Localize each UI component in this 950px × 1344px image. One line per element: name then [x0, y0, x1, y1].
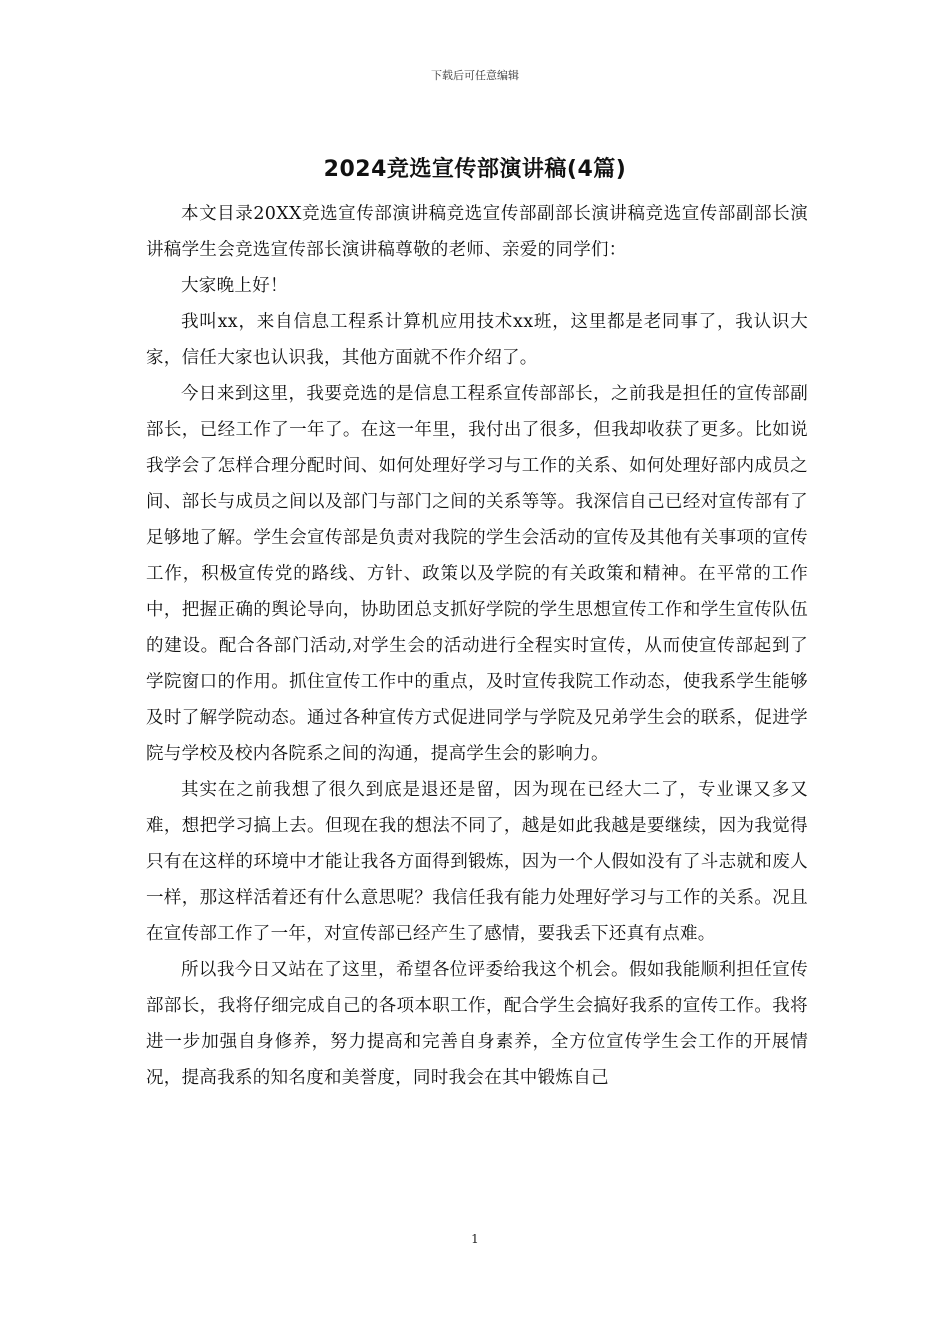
paragraph-commitment: 所以我今日又站在了这里，希望各位评委给我这个机会。假如我能顺利担任宣传部部长，我将仔细完成自己的各项本职工作，配合学生会搞好我系的宣传工作。我将进一步加强自身修养，努力提高和完善自身素养，全方位宣传学生会工作的开展情况，提高我系的知名度和美誉度，同时我会在其中锻炼自己 [146, 960, 808, 1088]
paragraph-greeting: 大家晚上好！ [181, 276, 288, 296]
paragraph-decision: 其实在之前我想了很久到底是退还是留，因为现在已经大二了，专业课又多又难，想把学习搞上去。但现在我的想法不同了，越是如此我越是要继续，因为我觉得只有在这样的环境中才能让我各方面得到锻炼，因为一个人假如没有了斗志就和废人一样，那这样活着还有什么意思呢？我信任我有能力处理好学习与工作的关系。况且在宣传部工作了一年，对宣传部已经产生了感情，要我丢下还真有点难。 [146, 780, 808, 944]
paragraph-table-of-contents: 本文目录20XX竞选宣传部演讲稿竞选宣传部副部长演讲稿竞选宣传部副部长演讲稿学生会竞选宣传部长演讲稿尊敬的老师、亲爱的同学们： [146, 204, 808, 260]
paragraph-experience: 今日来到这里，我要竞选的是信息工程系宣传部部长，之前我是担任的宣传部副部长，已经工作了一年了。在这一年里，我付出了很多，但我却收获了更多。比如说我学会了怎样合理分配时间、如何处理好学习与工作的关系、如何处理好部内成员之间、部长与成员之间以及部门与部门之间的关系等等。我深信自己已经对宣传部有了足够地了解。学生会宣传部是负责对我院的学生会活动的宣传及其他有关事项的宣传工作，积极宣传党的路线、方针、政策以及学院的有关政策和精神。在平常的工作中，把握正确的舆论导向，协助团总支抓好学院的学生思想宣传工作和学生宣传队伍的建设。配合各部门活动,对学生会的活动进行全程实时宣传，从而使宣传部起到了学院窗口的作用。抓住宣传工作中的重点，及时宣传我院工作动态，使我系学生能够及时了解学院动态。通过各种宣传方式促进同学与学院及兄弟学生会的联系，促进学院与学校及校内各院系之间的沟通，提高学生会的影响力。 [146, 384, 808, 764]
paragraph-self-introduction: 我叫xx，来自信息工程系计算机应用技术xx班，这里都是老同事了，我认识大家，信任大家也认识我，其他方面就不作介绍了。 [146, 312, 808, 368]
document-title: 2024竞选宣传部演讲稿(4篇) [323, 157, 627, 182]
document-body [146, 196, 808, 1096]
page-header-note: 下载后可任意编辑 [431, 69, 519, 82]
page-number: 1 [471, 1232, 479, 1246]
